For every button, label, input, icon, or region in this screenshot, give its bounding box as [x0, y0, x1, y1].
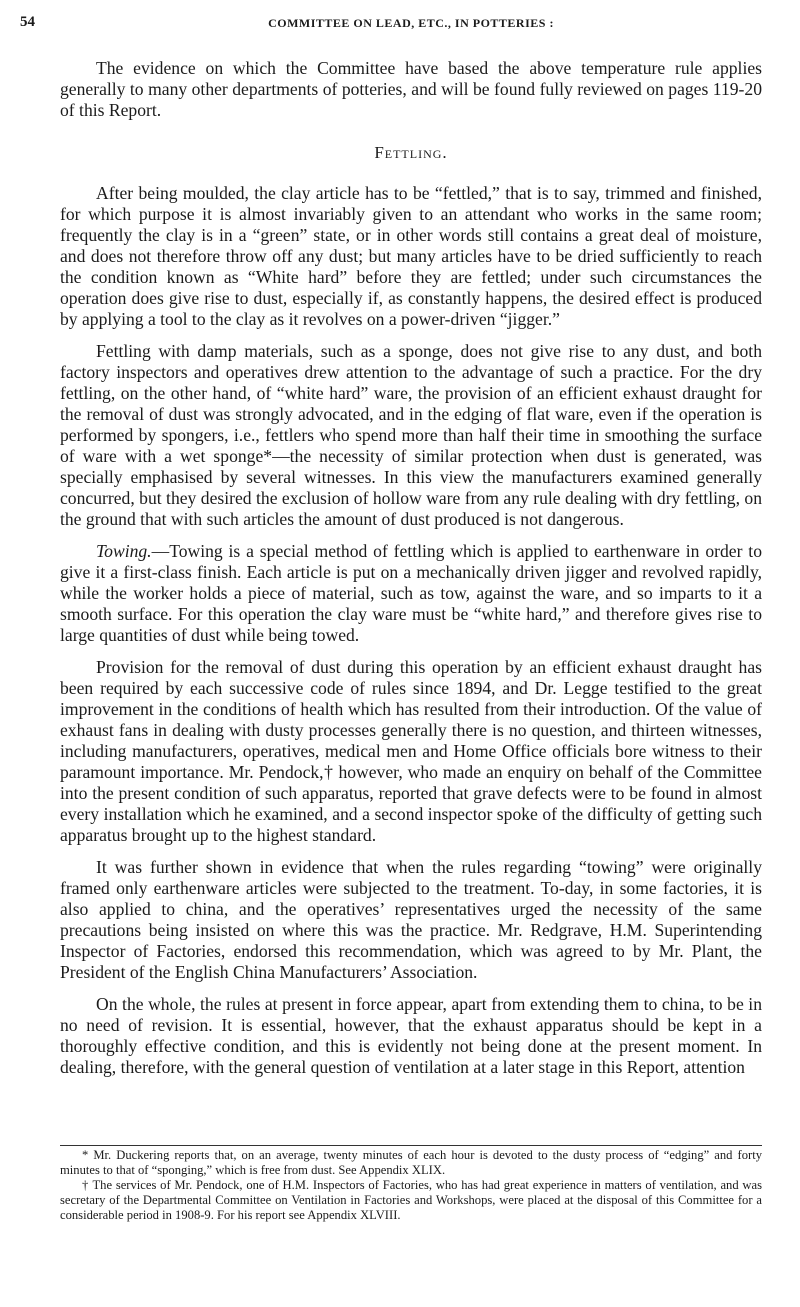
- page-body: [60, 58, 762, 1089]
- paragraph-damp-fettling: Fettling with damp materials, such as a sponge, does not give rise to any dust, and both factory inspectors and operatives drew attention to the advantage of such a practice. For the dry fettling, on the other hand, of “white hard” ware, the provision of an efficient exhaust draught for the removal of dust was strongly advocated, and in the edging of flat ware, even if the operation is performed by spongers, i.e., fettlers who spend more than half their time in smoothing the surface of ware with a wet sponge*—the necessity of similar protection when dust is generated, was specially emphasised by several witnesses. In this view the manufacturers examined generally concurred, but they desired the exclusion of hollow ware from any rule dealing with dry fettling, on the ground that with such articles the amount of dust produced is not dangerous.: [60, 341, 762, 529]
- paragraph-towing: [60, 541, 762, 646]
- paragraph-fettling-definition: After being moulded, the clay article has to be “fettled,” that is to say, trimmed and finished, for which purpose it is almost invariably given to an attendant who works in the same room; frequently the clay is in a “green” state, or in other words still contains a great deal of moisture, and does not therefore throw off any dust; but many articles have to be dried sufficiently to reach the condition known as “White hard” before they are fettled; under such circumstances the operation does give rise to dust, especially if, as constantly happens, the desired effect is produced by applying a tool to the clay as it revolves on a power-driven “jigger.”: [60, 183, 762, 329]
- paragraph-towing-rules: It was further shown in evidence that when the rules regarding “towing” were originally framed only earthenware articles were subjected to the treatment. To-day, in some factories, it is also applied to china, and the operatives’ representatives urged the necessity of the same precautions being insisted on where this was the practice. Mr. Redgrave, H.M. Superintending Inspector of Factories, endorsed this recommendation, which was agreed to by Mr. Plant, the President of the English China Manufacturers’ Association.: [60, 857, 762, 982]
- intro-paragraph: The evidence on which the Committee have based the above temperature rule applies generally to many other departments of potteries, and will be found fully reviewed on pages 119-20 of this Report.: [60, 58, 762, 120]
- page-number: 54: [20, 14, 35, 30]
- towing-text: —Towing is a special method of fettling which is applied to earthenware in order to give it a first-class finish. Each article is put on a mechanically driven jigger and revolved rapidly, while the worker holds a piece of material, such as tow, against the ware, and so imparts to it a smooth surface. For this operation the clay ware must be “white hard,” and therefore gives rise to large quantities of dust while being towed.: [60, 541, 762, 645]
- section-heading-fettling: Fettling.: [374, 143, 448, 162]
- paragraph-conclusion: On the whole, the rules at present in force appear, apart from extending them to china, to be in no need of revision. It is essential, however, that the exhaust apparatus should be kept in a thoroughly effective condition, and this is evidently not being done at the present moment. In dealing, therefore, with the general question of ventilation at a later stage in this Report, attention: [60, 994, 762, 1077]
- footnote-pendock: † The services of Mr. Pendock, one of H.M. Inspectors of Factories, who has had great experience in matters of ventilation, and was secretary of the Departmental Committee on Ventilation in Factories and Workshops, were placed at the disposal of this Committee for a considerable period in 1908-9. For his report see Appendix XLVIII.: [60, 1178, 762, 1222]
- running-title: COMMITTEE ON LEAD, ETC., IN POTTERIES :: [268, 16, 554, 30]
- paragraph-exhaust-draught: Provision for the removal of dust during this operation by an efficient exhaust draught has been required by each successive code of rules since 1894, and Dr. Legge testified to the great improvement in the conditions of health which has resulted from their introduction. Of the value of exhaust fans in dealing with dusty processes generally there is no question, and thirteen witnesses, including manufacturers, operatives, medical men and Home Office officials bore witness to their paramount importance. Mr. Pendock,† however, who made an enquiry on behalf of the Committee into the present condition of such apparatus, reported that grave defects were to be found in almost every installation which he examined, and a second inspector spoke of the difficulty of getting such apparatus brought up to the highest standard.: [60, 657, 762, 845]
- page-header: [20, 14, 762, 38]
- towing-lead-in: Towing.: [96, 541, 152, 561]
- footnote-duckering: * Mr. Duckering reports that, on an average, twenty minutes of each hour is devoted to the dusty process of “edging” and forty minutes to that of “sponging,” which is free from dust. See Appendix XLIX.: [60, 1148, 762, 1177]
- footnote-rule: [60, 1145, 762, 1146]
- footnotes: [60, 1145, 762, 1223]
